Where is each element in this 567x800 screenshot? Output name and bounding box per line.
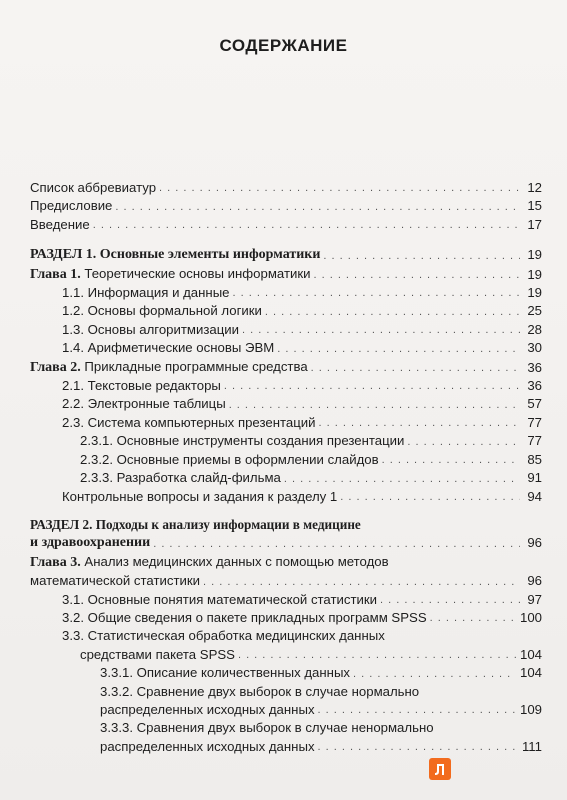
dot-leader: [318, 739, 518, 756]
toc-entry-title: 1.3. Основы алгоритмизации: [62, 321, 240, 337]
chapter-title: Прикладные программные средства: [80, 358, 308, 374]
toc-entry-page: 77: [527, 433, 542, 449]
toc-subsection-3-3-3-line1[interactable]: 3.3.3. Сравнения двух выборок в случае ненормально: [100, 720, 434, 736]
toc-chapter-3-line1[interactable]: [30, 553, 542, 572]
logo-glyph: [433, 762, 447, 776]
toc-entry-page: 17: [527, 216, 542, 232]
toc-entry-page: 94: [527, 488, 542, 504]
chapter-title: математической статистики: [30, 573, 201, 589]
toc-subsection-2-3-1[interactable]: [30, 432, 542, 450]
toc-entry-preface[interactable]: [30, 197, 542, 215]
toc-entry-page: 25: [527, 303, 542, 319]
toc-chapter-1[interactable]: [30, 265, 542, 284]
toc-entry-page: 12: [527, 180, 542, 195]
chapter-number: Глава 2.: [30, 359, 81, 375]
dot-leader: [265, 304, 520, 321]
dot-leader: [284, 471, 520, 488]
dot-leader: [323, 248, 520, 265]
toc-part-1[interactable]: [30, 246, 542, 264]
toc-section-3-3-line1[interactable]: 3.3. Статистическая обработка медицинских данных: [62, 628, 385, 644]
toc-subsection-2-3-3[interactable]: [30, 469, 542, 487]
toc-entry-abbreviations[interactable]: [30, 179, 542, 197]
toc-part-title: и здравоохранении: [30, 535, 151, 551]
toc-entry-page: 104: [519, 665, 542, 681]
toc-entry-page: 96: [527, 535, 542, 551]
dot-leader: [340, 489, 520, 506]
dot-leader: [203, 574, 520, 591]
toc-entry-title: 3.2. Общие сведения о пакете прикладных программ SPSS: [62, 609, 427, 625]
dot-leader: [318, 702, 516, 719]
toc-entry-title: 1.1. Информация и данные: [62, 285, 230, 301]
toc-entry-title: 2.1. Текстовые редакторы: [62, 378, 221, 394]
toc-entry-page: 104: [519, 646, 542, 662]
dot-leader: [353, 666, 516, 683]
toc-entry-title: 1.4. Арифметические основы ЭВМ: [62, 340, 275, 356]
dot-leader: [319, 415, 521, 432]
toc-entry-title: 2.3.3. Разработка слайд-фильма: [80, 470, 281, 486]
dot-leader: [430, 610, 516, 627]
toc-section-2-3[interactable]: [30, 414, 542, 432]
dot-leader: [233, 285, 520, 302]
toc-entry-title: Предисловие: [30, 198, 113, 214]
chapter-number: Глава 3.: [30, 554, 81, 570]
toc-subsection-3-3-3[interactable]: [30, 738, 542, 756]
dot-leader: [224, 378, 520, 395]
toc-entry-page: 30: [527, 340, 542, 356]
dot-leader: [153, 536, 520, 553]
toc-entry-title: 3.1. Основные понятия математической статистики: [62, 591, 378, 607]
toc-entry-page: 96: [527, 573, 542, 589]
toc-entry-page: 19: [527, 285, 542, 301]
toc-entry-title: 1.2. Основы формальной логики: [62, 303, 262, 319]
dot-leader: [277, 341, 520, 358]
table-of-contents: [30, 179, 542, 756]
toc-section-2-2[interactable]: [30, 395, 542, 413]
dot-leader: [407, 434, 520, 451]
toc-entry-title: 2.3.2. Основные приемы в оформлении слайдов: [80, 451, 379, 467]
dot-leader: [380, 592, 520, 609]
toc-section-2-1[interactable]: [30, 377, 542, 395]
spacer: [30, 234, 542, 246]
toc-section-1-4[interactable]: [30, 339, 542, 357]
toc-chapter-2[interactable]: [30, 358, 542, 377]
dot-leader: [238, 647, 516, 664]
toc-entry-page: 36: [527, 378, 542, 394]
page-title: СОДЕРЖАНИЕ: [219, 36, 348, 55]
toc-entry-page: 109: [519, 701, 542, 717]
toc-subsection-3-3-1[interactable]: [30, 664, 542, 682]
chapter-title: Теоретические основы информатики: [80, 265, 311, 281]
toc-entry-page: 28: [527, 321, 542, 337]
toc-part-2[interactable]: [30, 534, 542, 552]
chapter-title: Анализ медицинских данных с помощью методов: [80, 553, 389, 569]
chapter-number: Глава 1.: [30, 266, 81, 282]
toc-entry-page: 100: [519, 609, 542, 625]
toc-chapter-3[interactable]: [30, 572, 542, 590]
toc-entry-title: Введение: [30, 216, 90, 232]
toc-entry-page: 97: [527, 591, 542, 607]
dot-leader: [311, 360, 520, 377]
toc-entry-page: 85: [527, 451, 542, 467]
toc-entry-page: 36: [527, 359, 542, 375]
toc-entry-page: 19: [527, 247, 542, 263]
dot-leader: [313, 267, 520, 284]
dot-leader: [115, 199, 520, 216]
toc-entry-page: 77: [527, 414, 542, 430]
toc-entry-introduction[interactable]: [30, 216, 542, 234]
toc-section-3-1[interactable]: [30, 591, 542, 609]
toc-entry-page: 111: [521, 738, 542, 754]
dot-leader: [382, 452, 520, 469]
toc-part-title: РАЗДЕЛ 1. Основные элементы информатики: [30, 247, 321, 263]
toc-section-3-3[interactable]: [30, 646, 542, 664]
toc-entry-title: 2.3.1. Основные инструменты создания презентации: [80, 433, 405, 449]
toc-entry-title: Список аббревиатур: [30, 180, 157, 195]
toc-entry-title: распределенных исходных данных: [100, 701, 315, 717]
toc-entry-title: 3.3.1. Описание количественных данных: [100, 665, 351, 681]
toc-entry-page: 15: [527, 198, 542, 214]
toc-section-1-3[interactable]: [30, 321, 542, 339]
dot-leader: [159, 180, 520, 197]
dot-leader: [242, 322, 520, 339]
toc-entry-title: распределенных исходных данных: [100, 738, 315, 754]
toc-entry-title: 2.3. Система компьютерных презентаций: [62, 414, 316, 430]
toc-section-3-2[interactable]: [30, 609, 542, 627]
toc-questions-part-1[interactable]: [30, 488, 542, 506]
toc-entry-title: Контрольные вопросы и задания к разделу 1: [62, 488, 338, 504]
toc-entry-title: средствами пакета SPSS: [80, 646, 235, 662]
toc-subsection-2-3-2[interactable]: [30, 451, 542, 469]
toc-section-1-1[interactable]: [30, 284, 542, 302]
toc-entry-page: 91: [527, 470, 542, 486]
spacer: [30, 506, 542, 516]
publisher-logo-icon: [429, 758, 451, 780]
toc-part-2-title-line1[interactable]: РАЗДЕЛ 2. Подходы к анализу информации в медицине: [30, 516, 361, 532]
toc-entry-page: 19: [527, 266, 542, 282]
toc-entry-title: 2.2. Электронные таблицы: [62, 396, 226, 412]
toc-section-1-2[interactable]: [30, 302, 542, 320]
toc-subsection-3-3-2-line1[interactable]: 3.3.2. Сравнение двух выборок в случае нормально: [100, 683, 420, 699]
toc-entry-page: 57: [527, 396, 542, 412]
dot-leader: [93, 217, 520, 234]
dot-leader: [229, 397, 520, 414]
toc-subsection-3-3-2[interactable]: [30, 701, 542, 719]
